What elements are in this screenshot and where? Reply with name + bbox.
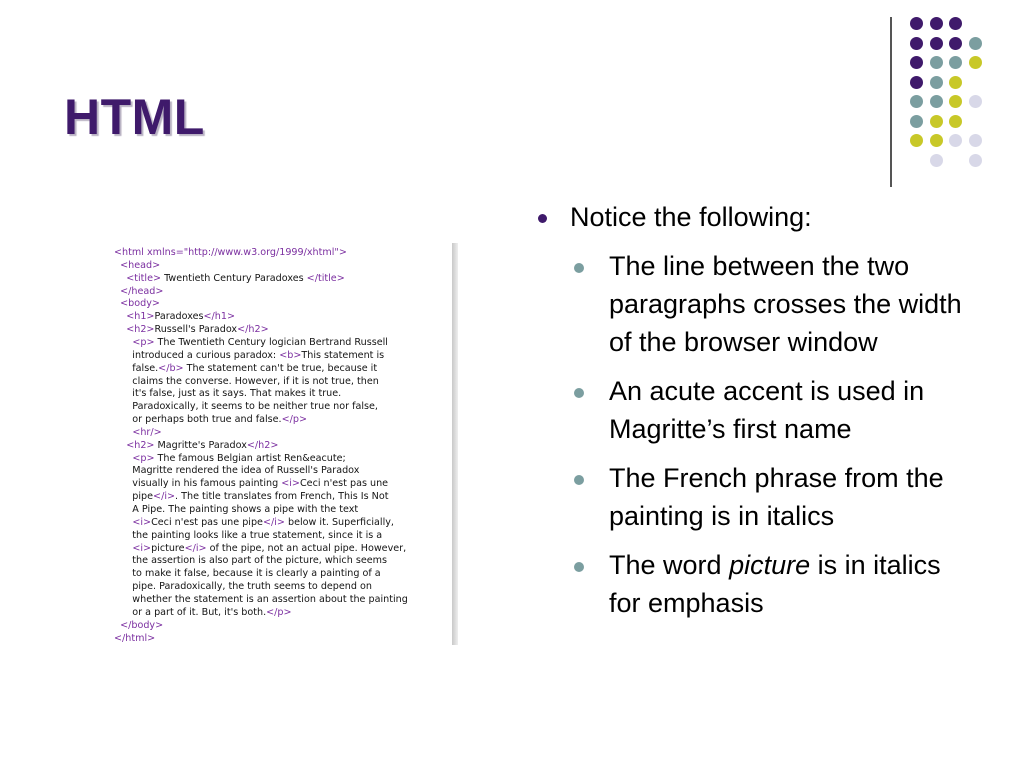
- code-line: Paradoxically, it seems to be neither true nor false,: [114, 401, 378, 413]
- code-line: <head>: [120, 259, 161, 271]
- code-line: <h2> Magritte's Paradox</h2>: [126, 439, 279, 451]
- bullet-sub-text-after: is in italics for emphasis: [609, 550, 941, 618]
- code-line: <p> The famous Belgian artist Ren&eacute;: [132, 452, 346, 464]
- decorative-dot: [969, 56, 982, 69]
- decorative-dot: [930, 76, 943, 89]
- decorative-dot: [930, 95, 943, 108]
- decorative-dot: [969, 134, 982, 147]
- bullet-sub-text: The word: [609, 550, 730, 580]
- code-line: pipe</i>. The title translates from French, This Is Not: [114, 491, 389, 503]
- code-line: <h2>Russell's Paradox</h2>: [126, 324, 269, 336]
- bullet-sub: [536, 459, 976, 535]
- code-line: the assertion is also part of the picture, which seems: [114, 555, 387, 567]
- code-line: </head>: [120, 285, 164, 297]
- decorative-dot: [910, 37, 923, 50]
- code-line: to make it false, because it is clearly a painting of a: [114, 568, 381, 580]
- code-line: <body>: [120, 298, 160, 310]
- decorative-dot: [930, 154, 943, 167]
- code-line: pipe. Paradoxically, the truth seems to depend on: [114, 581, 372, 593]
- slide-title: HTML: [64, 89, 205, 145]
- code-screenshot: [100, 243, 452, 645]
- code-line: <title> Twentieth Century Paradoxes </title>: [126, 272, 345, 284]
- code-line: </html>: [114, 632, 156, 644]
- decorative-dot: [930, 17, 943, 30]
- decorative-dot: [969, 37, 982, 50]
- code-line: introduced a curious paradox: <b>This statement is: [114, 349, 385, 361]
- decorative-dot: [910, 134, 923, 147]
- code-line: whether the statement is an assertion about the painting: [114, 593, 408, 605]
- decorative-dot: [930, 56, 943, 69]
- code-line: claims the converse. However, if it is not true, then: [114, 375, 379, 387]
- decorative-dot: [930, 115, 943, 128]
- decorative-dot: [910, 76, 923, 89]
- decorative-dot: [949, 76, 962, 89]
- bullet-list: [536, 198, 976, 622]
- code-line: <p> The Twentieth Century logician Bertrand Russell: [132, 336, 388, 348]
- code-line: <h1>Paradoxes</h1>: [126, 311, 235, 323]
- code-line: or a part of it. But, it's both.</p>: [114, 606, 292, 618]
- decorative-dot: [910, 17, 923, 30]
- bullet-sub-text: The line between the two paragraphs crosses the width of the browser window: [609, 251, 962, 357]
- decorative-dot: [949, 115, 962, 128]
- bullet-sub-text: The French phrase from the painting is in italics: [609, 463, 944, 531]
- decorative-dot: [949, 95, 962, 108]
- bullet-main: [536, 198, 976, 236]
- code-line: Magritte rendered the idea of Russell's Paradox: [114, 465, 360, 477]
- decorative-dot: [930, 134, 943, 147]
- code-line: </body>: [120, 619, 164, 631]
- code-line: the painting looks like a true statement, since it is a: [114, 529, 383, 541]
- code-line: or perhaps both true and false.</p>: [114, 414, 307, 426]
- decorative-dot: [949, 56, 962, 69]
- decorative-dot: [969, 95, 982, 108]
- divider-line: [890, 17, 892, 187]
- decorative-dot: [949, 17, 962, 30]
- decorative-dot: [910, 115, 923, 128]
- code-line: visually in his famous painting <i>Ceci n'est pas une: [114, 478, 389, 490]
- bullet-sub-emphasis: picture: [729, 550, 811, 580]
- code-line: <hr/>: [132, 426, 162, 438]
- bullet-main-text: Notice the following:: [570, 202, 812, 232]
- code-line: <html xmlns="http://www.w3.org/1999/xhtml">: [114, 247, 347, 258]
- decorative-dot: [910, 56, 923, 69]
- decorative-dot: [949, 37, 962, 50]
- bullet-sub: [536, 546, 976, 622]
- decorative-dot: [969, 154, 982, 167]
- bullet-sub-text: An acute accent is used in Magritte’s first name: [609, 376, 925, 444]
- decorative-dot: [910, 95, 923, 108]
- code-line: A Pipe. The painting shows a pipe with the text: [114, 504, 359, 515]
- decorative-dot: [949, 134, 962, 147]
- code-line: it's false, just as it says. That makes it true.: [114, 388, 342, 400]
- code-line: false.</b> The statement can't be true, because it: [114, 362, 378, 374]
- code-line: <i>Ceci n'est pas une pipe</i> below it. Superficially,: [132, 516, 394, 528]
- decorative-dot-grid: [0, 0, 1024, 200]
- bullet-sub: [536, 247, 976, 361]
- code-line: <i>picture</i> of the pipe, not an actual pipe. However,: [132, 542, 407, 554]
- decorative-dot: [930, 37, 943, 50]
- bullet-sub: [536, 372, 976, 448]
- code-screenshot-shadow: [452, 243, 458, 645]
